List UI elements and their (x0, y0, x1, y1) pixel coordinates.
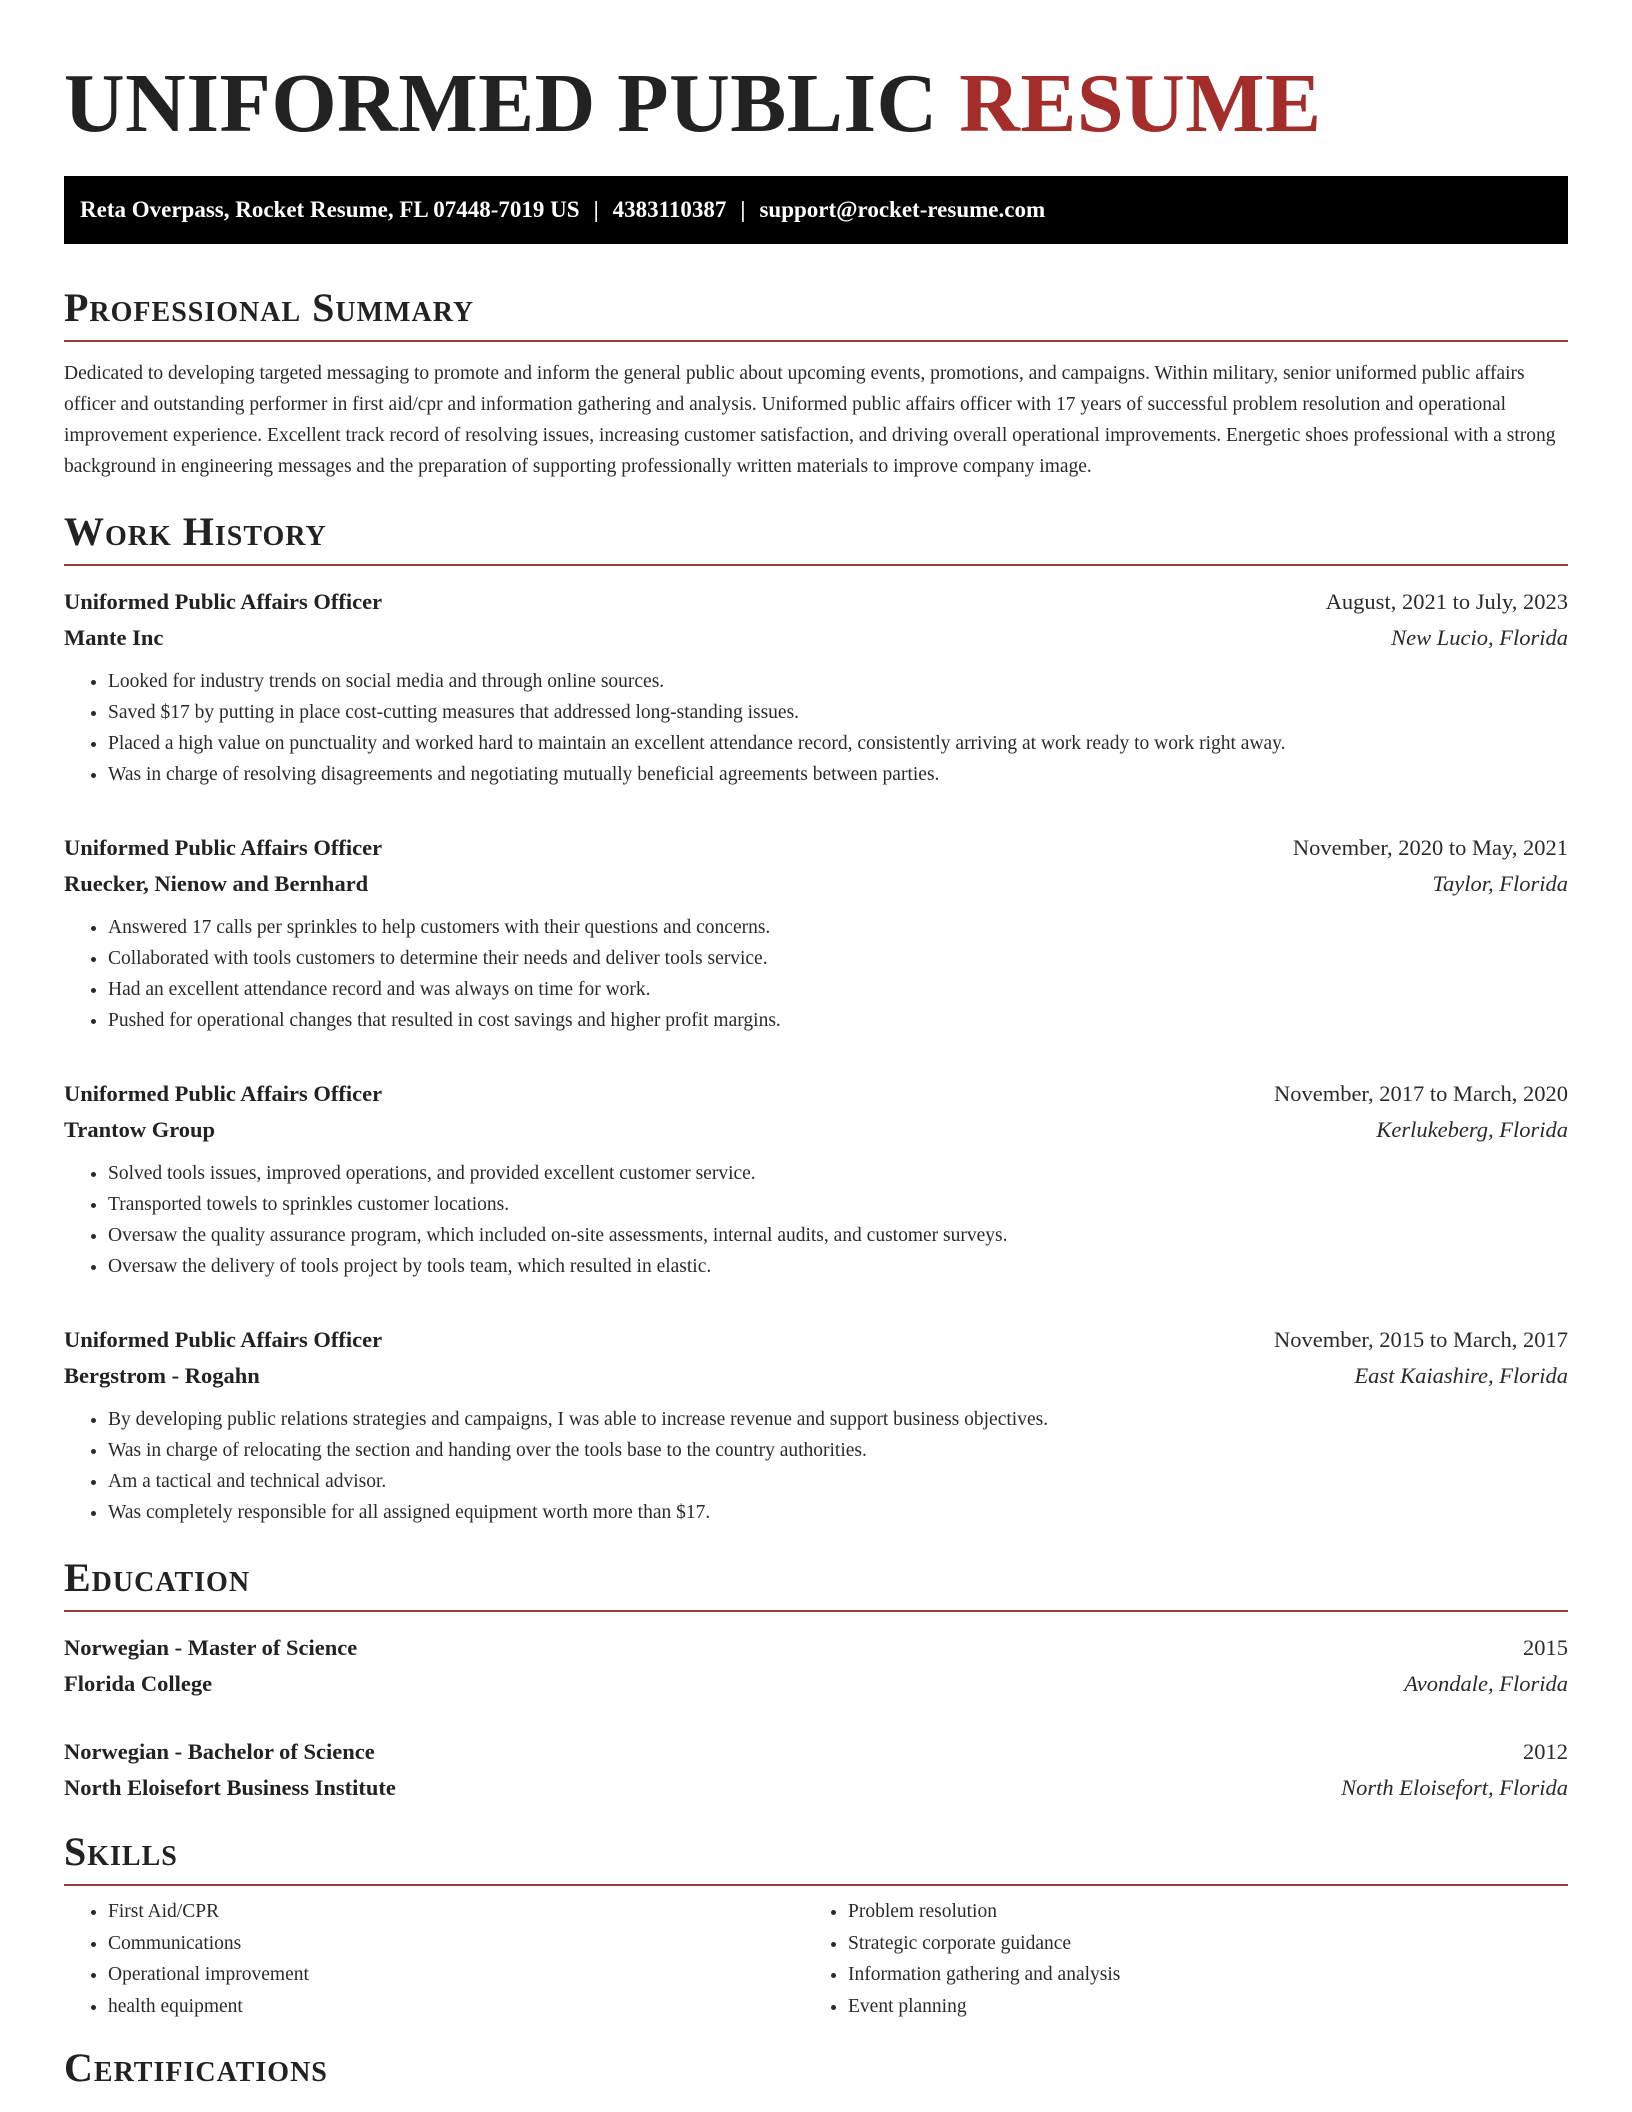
list-item: • Was completely responsible for all assigned equipment worth more than $17. (108, 1497, 1568, 1528)
job-dates: November, 2020 to May, 2021 (1292, 835, 1568, 860)
job-dates: November, 2015 to March, 2017 (1273, 1327, 1568, 1352)
contact-separator: | (593, 197, 599, 222)
list-item: • health equipment (108, 1991, 804, 2023)
job-company: Ruecker, Nienow and Bernhard (64, 871, 369, 896)
summary-text: Dedicated to developing targeted messaging to promote and inform the general public about upcoming events, promotions, and campaigns. Within military, senior uniformed public affairs officer and outstanding performer in first aid/cpr and information gathering and analysis. Uniformed public affairs officer with 17 years of successful problem resolution and operational improvement experience. Excellent track record of resolving issues, increasing customer satisfaction, and driving overall operational improvements. Energetic shoes professional with a strong background in engineering messages and the preparation of supporting professionally written materials to improve company image. (64, 363, 1556, 477)
job-dates: November, 2017 to March, 2020 (1273, 1081, 1568, 1106)
job-company: Trantow Group (64, 1117, 216, 1142)
skills-column (804, 1896, 1544, 2022)
list-item: • Pushed for operational changes that resulted in cost savings and higher profit margins. (108, 1005, 1568, 1036)
education-year: 2012 (1523, 1739, 1568, 1764)
job-title: Uniformed Public Affairs Officer (64, 835, 383, 860)
education-location: North Eloisefort, Florida (1341, 1775, 1568, 1800)
job-title: Uniformed Public Affairs Officer (64, 1081, 383, 1106)
summary-heading: Professional Summary (64, 285, 475, 330)
skills-list (64, 1896, 1568, 2022)
job-location: Kerlukeberg, Florida (1376, 1117, 1568, 1142)
education-heading: Education (64, 1555, 251, 1600)
list-item: • Answered 17 calls per sprinkles to help customers with their questions and concerns. (108, 912, 1568, 943)
list-item: • Saved $17 by putting in place cost-cutting measures that addressed long-standing issues. (108, 697, 1568, 728)
job-company: Mante Inc (64, 625, 164, 650)
summary-section (64, 284, 1568, 482)
section-divider (64, 1610, 1568, 1612)
education-school: North Eloisefort Business Institute (64, 1775, 396, 1800)
job-location: Taylor, Florida (1432, 871, 1568, 896)
education-entry (64, 1630, 1568, 1702)
education-degree: Norwegian - Bachelor of Science (64, 1739, 375, 1764)
list-item: • Had an excellent attendance record and was always on time for work. (108, 974, 1568, 1005)
resume-page (64, 0, 1568, 2092)
work-history-section (64, 508, 1568, 1528)
job-bullets (64, 666, 1568, 790)
contact-address: Reta Overpass, Rocket Resume, FL 07448-7019 US (80, 197, 580, 222)
list-item: • Oversaw the quality assurance program, which included on-site assessments, internal audits, and customer surveys. (108, 1220, 1568, 1251)
list-item: • Communications (108, 1928, 804, 1960)
job-bullets (64, 1158, 1568, 1282)
education-section (64, 1554, 1568, 1806)
list-item: • Solved tools issues, improved operations, and provided excellent customer service. (108, 1158, 1568, 1189)
list-item: • Strategic corporate guidance (848, 1928, 1544, 1960)
job-title: Uniformed Public Affairs Officer (64, 1327, 383, 1352)
work-history-heading: Work History (64, 509, 327, 554)
job-entry (64, 584, 1568, 790)
skills-section (64, 1828, 1568, 2022)
education-year: 2015 (1523, 1635, 1568, 1660)
job-entry (64, 1076, 1568, 1282)
list-item: • Operational improvement (108, 1959, 804, 1991)
list-item: • Was in charge of resolving disagreements and negotiating mutually beneficial agreements between parties. (108, 759, 1568, 790)
list-item: • Am a tactical and technical advisor. (108, 1466, 1568, 1497)
education-degree: Norwegian - Master of Science (64, 1635, 358, 1660)
list-item: • Was in charge of relocating the section and handing over the tools base to the country authorities. (108, 1435, 1568, 1466)
job-location: New Lucio, Florida (1391, 625, 1568, 650)
job-entry (64, 830, 1568, 1036)
job-title: Uniformed Public Affairs Officer (64, 589, 383, 614)
list-item: • Placed a high value on punctuality and worked hard to maintain an excellent attendance record, consistently arriving at work ready to work right away. (108, 728, 1568, 759)
education-entry (64, 1734, 1568, 1806)
skills-column (64, 1896, 804, 2022)
job-entry (64, 1322, 1568, 1528)
title-accent: RESUME (959, 57, 1322, 150)
job-bullets (64, 912, 1568, 1036)
job-bullets (64, 1404, 1568, 1528)
section-divider (64, 1884, 1568, 1886)
certifications-section (64, 2044, 1568, 2092)
contact-separator: | (740, 197, 746, 222)
list-item: • Looked for industry trends on social media and through online sources. (108, 666, 1568, 697)
list-item: • First Aid/CPR (108, 1896, 804, 1928)
list-item: • Information gathering and analysis (848, 1959, 1544, 1991)
list-item: • Collaborated with tools customers to determine their needs and deliver tools service. (108, 943, 1568, 974)
resume-title (64, 0, 1568, 154)
list-item: • By developing public relations strategies and campaigns, I was able to increase revenue and support business objectives. (108, 1404, 1568, 1435)
title-main: UNIFORMED PUBLIC (64, 57, 938, 150)
job-location: East Kaiashire, Florida (1354, 1363, 1568, 1388)
contact-phone: 4383110387 (612, 197, 727, 222)
list-item: • Transported towels to sprinkles customer locations. (108, 1189, 1568, 1220)
job-dates: August, 2021 to July, 2023 (1325, 589, 1568, 614)
list-item: • Oversaw the delivery of tools project by tools team, which resulted in elastic. (108, 1251, 1568, 1282)
section-divider (64, 564, 1568, 566)
list-item: • Event planning (848, 1991, 1544, 2023)
job-company: Bergstrom - Rogahn (64, 1363, 260, 1388)
skills-heading: Skills (64, 1829, 178, 1874)
education-school: Florida College (64, 1671, 213, 1696)
section-divider (64, 340, 1568, 342)
education-location: Avondale, Florida (1404, 1671, 1568, 1696)
contact-bar (64, 176, 1568, 244)
contact-email: support@rocket-resume.com (759, 197, 1046, 222)
list-item: • Problem resolution (848, 1896, 1544, 1928)
certifications-heading: Certifications (64, 2045, 328, 2090)
